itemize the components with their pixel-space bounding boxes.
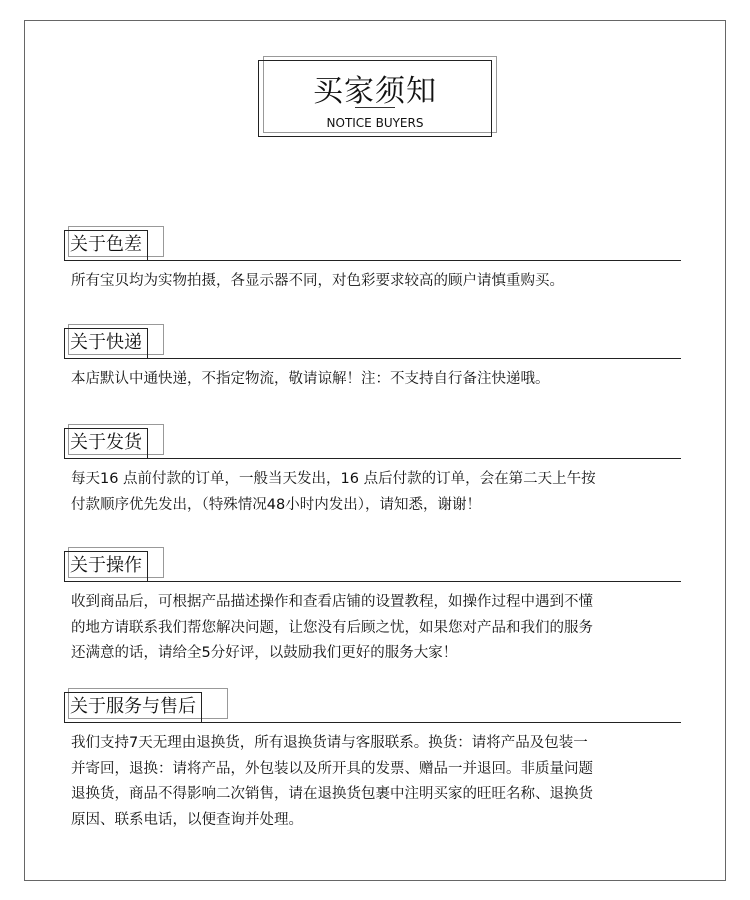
section-text: 原因、联系电话，以便查询并处理。 [71,811,303,828]
section-text: 所有宝贝均为实物拍摄，各显示器不同，对色彩要求较高的顾户请慎重购买。 [71,273,564,289]
section-color-difference [64,230,681,295]
section-text: 退换货，商品不得影响二次销售，请在退换货包裹中注明买家的旺旺名称、退换货 [71,786,593,802]
section-heading: 关于发货 [64,428,148,459]
section-heading: 关于服务与售后 [64,692,202,723]
section-heading: 关于快递 [64,328,148,359]
section-shipping [64,428,681,518]
section-after-sales [64,692,681,833]
section-heading: 关于色差 [64,230,148,261]
section-heading: 关于操作 [64,551,148,582]
section-text: 本店默认中通快递，不指定物流，敬请谅解！注：不支持自行备注快递哦。 [71,371,550,387]
section-delivery [64,328,681,393]
title-divider [355,107,395,108]
section-text: 收到商品后，可根据产品描述操作和查看店铺的设置教程，如操作过程中遇到不懂 [71,594,593,610]
page-subtitle: NOTICE BUYERS [326,116,424,130]
section-text: 还满意的话，请给全5分好评，以鼓励我们更好的服务大家！ [71,645,458,661]
section-text: 每天16 点前付款的订单，一般当天发出，16 点后付款的订单，会在第二天上午按 [71,471,596,487]
section-text: 的地方请联系我们帮您解决问题，让您没有后顾之忧，如果您对产品和我们的服务 [71,619,593,636]
section-text: 我们支持7天无理由退换货，所有退换货请与客服联系。换货：请将产品及包装一 [71,735,588,751]
section-operation [64,551,681,667]
section-text: 并寄回，退换：请将产品，外包装以及所开具的发票、赠品一并退回。非质量问题 [71,760,593,777]
page-title: 买家须知 [313,74,437,109]
section-text: 付款顺序优先发出，（特殊情况48小时内发出），请知悉，谢谢！ [71,496,481,513]
